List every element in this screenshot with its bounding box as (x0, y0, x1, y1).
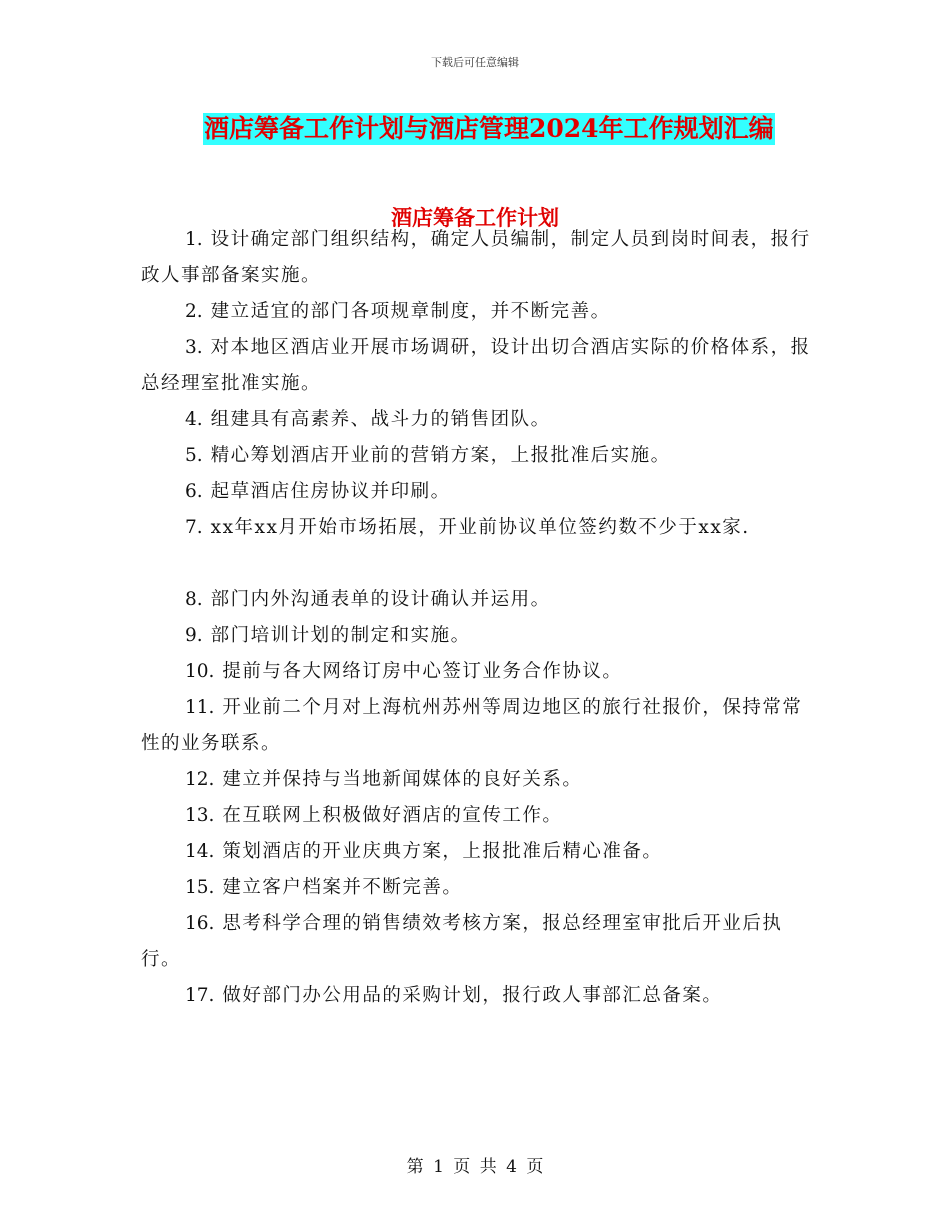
header-note: 下载后可任意编辑 (431, 56, 519, 69)
item-number: 8. (185, 589, 203, 610)
item-number: 1. (185, 229, 203, 250)
item-text: 部门培训计划的制定和实施。 (210, 625, 471, 646)
item-number: 2. (185, 301, 203, 322)
list-item (141, 438, 811, 474)
page-footer: 第 1 页 共 4 页 (406, 1157, 544, 1177)
item-text: 提前与各大网络订房中心签订业务合作协议。 (222, 661, 623, 682)
document-title: 酒店筹备工作计划与酒店管理2024年工作规划汇编 (204, 114, 774, 143)
list-item (141, 582, 811, 618)
list-item (141, 906, 811, 978)
item-text: 精心筹划酒店开业前的营销方案，上报批准后实施。 (210, 445, 671, 466)
item-number: 9. (185, 625, 203, 646)
list-item (141, 870, 811, 906)
list-item (141, 618, 811, 654)
item-text: 在互联网上积极做好酒店的宣传工作。 (222, 805, 563, 826)
item-number: 12. (185, 769, 215, 790)
list-item (141, 654, 811, 690)
item-number: 13. (185, 805, 215, 826)
item-text: 起草酒店住房协议并印刷。 (210, 481, 451, 502)
item-number: 14. (185, 841, 215, 862)
list-item (141, 474, 811, 510)
paragraph-gap (141, 546, 811, 582)
list-item (141, 330, 811, 402)
item-text: xx年xx月开始市场拓展，开业前协议单位签约数不少于xx家. (210, 517, 750, 538)
item-text: 组建具有高素养、战斗力的销售团队。 (210, 409, 551, 430)
item-number: 17. (185, 985, 215, 1006)
item-number: 16. (185, 913, 215, 934)
item-text: 建立客户档案并不断完善。 (222, 877, 463, 898)
item-text: 建立适宜的部门各项规章制度，并不断完善。 (210, 301, 611, 322)
list-item (141, 798, 811, 834)
item-number: 3. (185, 337, 203, 358)
section-title: 酒店筹备工作计划 (391, 205, 559, 230)
plan-item-list (141, 222, 811, 1014)
item-text: 做好部门办公用品的采购计划，报行政人事部汇总备案。 (222, 985, 723, 1006)
list-item (141, 294, 811, 330)
item-text: 部门内外沟通表单的设计确认并运用。 (210, 589, 551, 610)
item-text: 思考科学合理的销售绩效考核方案，报总经理室审批后开业后执行。 (141, 913, 783, 970)
item-text: 策划酒店的开业庆典方案，上报批准后精心准备。 (222, 841, 663, 862)
list-item (141, 222, 811, 294)
item-number: 15. (185, 877, 215, 898)
item-number: 10. (185, 661, 215, 682)
list-item (141, 402, 811, 438)
list-item (141, 978, 811, 1014)
list-item (141, 510, 811, 546)
item-number: 11. (185, 697, 215, 718)
list-item (141, 690, 811, 762)
item-number: 6. (185, 481, 203, 502)
item-number: 4. (185, 409, 203, 430)
item-text: 建立并保持与当地新闻媒体的良好关系。 (222, 769, 583, 790)
list-item (141, 762, 811, 798)
item-number: 5. (185, 445, 203, 466)
list-item (141, 834, 811, 870)
item-number: 7. (185, 517, 203, 538)
item-text: 对本地区酒店业开展市场调研，设计出切合酒店实际的价格体系，报总经理室批准实施。 (141, 337, 811, 394)
item-text: 开业前二个月对上海杭州苏州等周边地区的旅行社报价，保持常常性的业务联系。 (141, 697, 803, 754)
item-text: 设计确定部门组织结构，确定人员编制，制定人员到岗时间表，报行政人事部备案实施。 (141, 229, 811, 286)
